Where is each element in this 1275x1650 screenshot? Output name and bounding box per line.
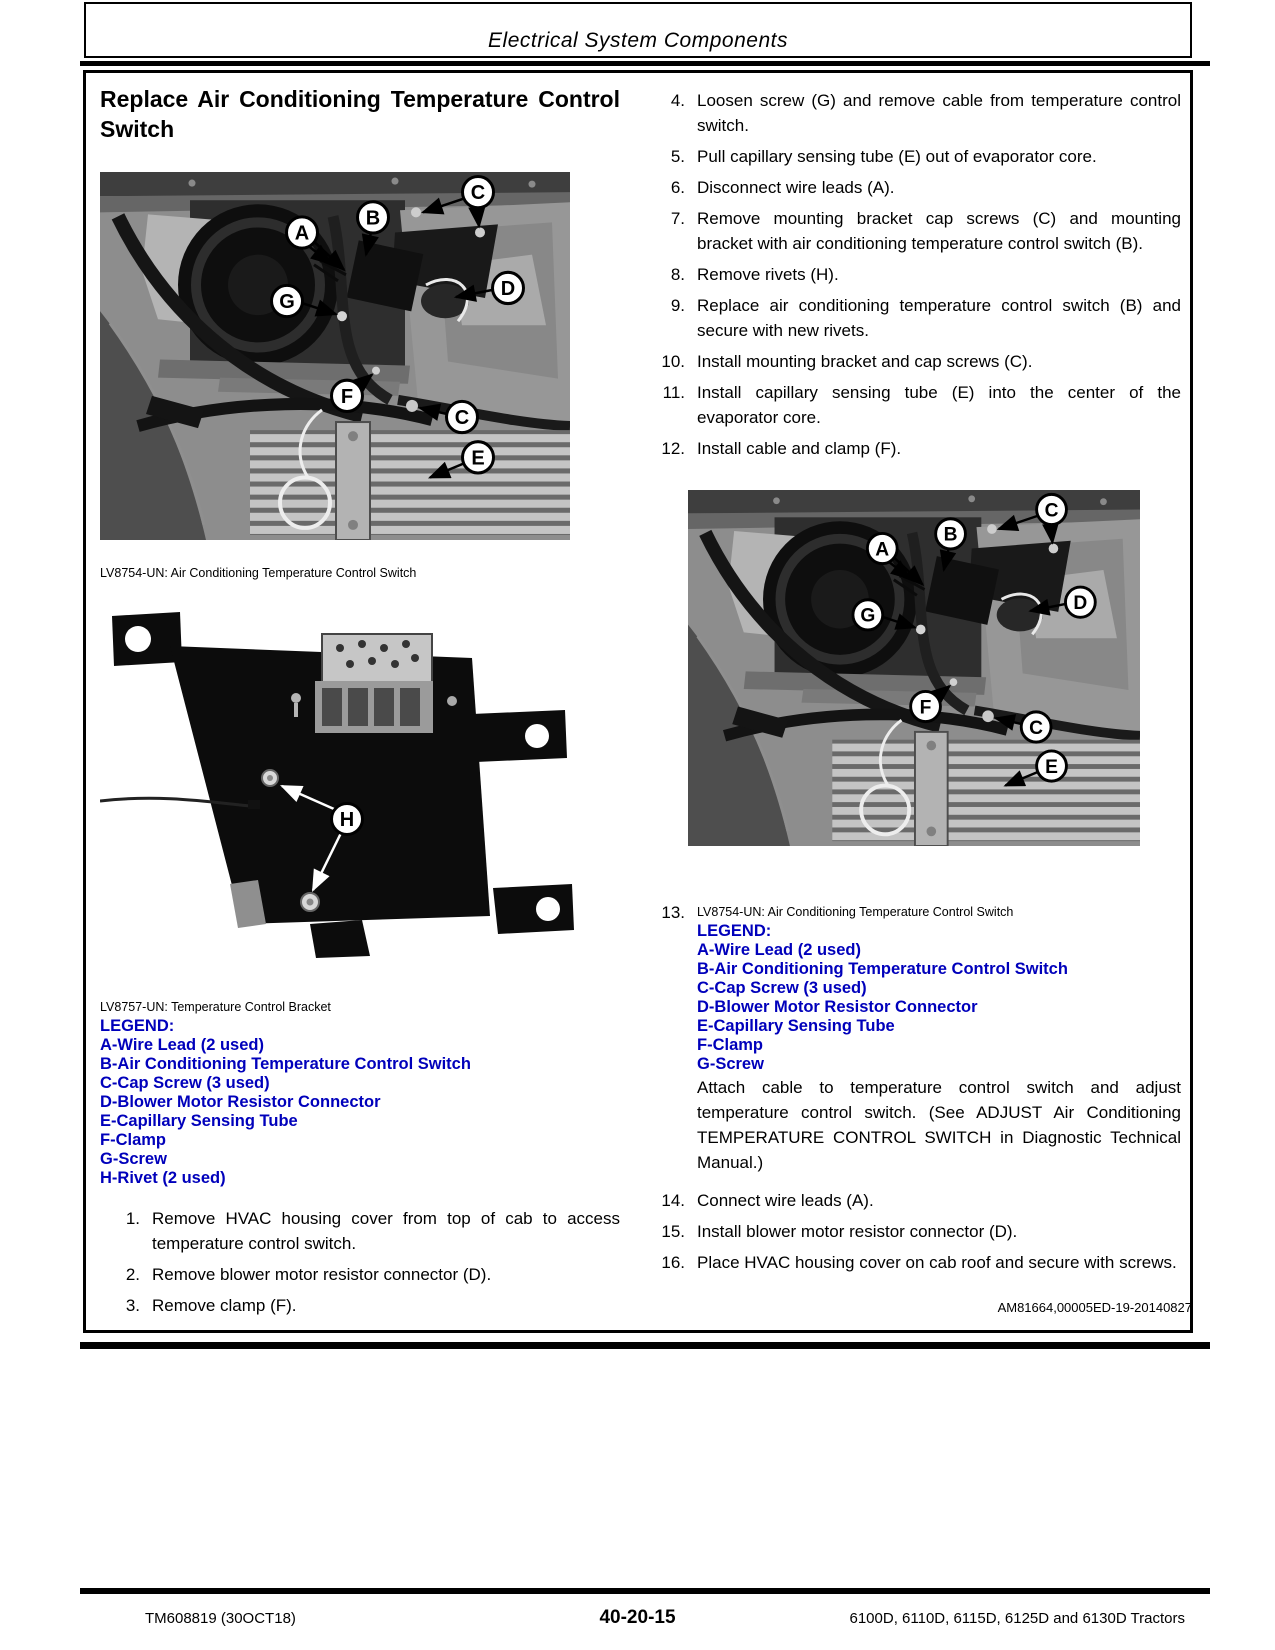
callout-letter: G xyxy=(279,291,295,314)
callout-letter: C xyxy=(1029,716,1044,739)
step-item xyxy=(645,349,1181,374)
figure1-caption: LV8754-UN: Air Conditioning Temperature Control Switch xyxy=(100,566,417,580)
step-number: 16. xyxy=(661,1253,685,1272)
step-text: Loosen screw (G) and remove cable from temperature control switch. xyxy=(697,91,1181,135)
callout-letter: E xyxy=(1045,755,1058,778)
step-text: Replace air conditioning temperature control switch (B) and secure with new rivets. xyxy=(697,296,1181,340)
legend-item: B-Air Conditioning Temperature Control Switch xyxy=(100,1055,471,1073)
legend-item: D-Blower Motor Resistor Connector xyxy=(100,1093,381,1111)
figure2-caption: LV8757-UN: Temperature Control Bracket xyxy=(100,1000,331,1014)
legend-item: C-Cap Screw (3 used) xyxy=(697,979,867,997)
step-item xyxy=(645,436,1181,461)
running-header xyxy=(84,2,1192,58)
legend-heading: LEGEND: xyxy=(100,1017,175,1035)
legend-item: E-Capillary Sensing Tube xyxy=(697,1017,895,1035)
step-number: 14. xyxy=(661,1191,685,1210)
callout-letter: B xyxy=(365,207,381,230)
step-item xyxy=(100,1293,620,1318)
step-number: 3. xyxy=(125,1296,140,1315)
callout-letter: D xyxy=(500,277,516,301)
step-number: 10. xyxy=(661,352,685,371)
callout-letter: C xyxy=(454,406,470,430)
footer-manual-number: TM608819 (30OCT18) xyxy=(145,1610,296,1627)
footer-models: 6100D, 6110D, 6115D, 6125D and 6130D Tractors xyxy=(849,1610,1185,1627)
legend-right xyxy=(697,922,1181,1074)
callout-letter: C xyxy=(1044,499,1059,522)
page-title: Replace Air Conditioning Temperature Control Switch xyxy=(100,86,620,142)
callout-letter: B xyxy=(943,523,958,546)
step-number: 1. xyxy=(125,1209,140,1228)
legend-item: G-Screw xyxy=(100,1150,167,1168)
step-text: Install blower motor resistor connector (D). xyxy=(697,1222,1018,1241)
steps-1-3 xyxy=(100,1206,620,1324)
step-number: 5. xyxy=(670,147,685,166)
figure-bracket-photo xyxy=(100,606,575,958)
steps-4-12 xyxy=(645,88,1181,467)
step-text: Place HVAC housing cover on cab roof and secure with screws. xyxy=(697,1253,1177,1272)
step-text: Pull capillary sensing tube (E) out of evaporator core. xyxy=(697,147,1097,166)
step-item xyxy=(645,144,1181,169)
step-text: Remove clamp (F). xyxy=(152,1296,297,1315)
step-number: 12. xyxy=(661,439,685,458)
callout-letter: F xyxy=(919,696,932,719)
running-header-title: Electrical System Components xyxy=(488,29,788,52)
legend-item: D-Blower Motor Resistor Connector xyxy=(697,998,978,1016)
callout-letter: H xyxy=(339,809,355,831)
legend-item: A-Wire Lead (2 used) xyxy=(100,1036,264,1054)
step-item xyxy=(645,1219,1181,1244)
step-text: Remove HVAC housing cover from top of cab to access temperature control switch. xyxy=(152,1209,620,1253)
callout-letter: A xyxy=(875,538,890,561)
legend-item: G-Screw xyxy=(697,1055,764,1073)
step-number: 2. xyxy=(125,1265,140,1284)
step-item xyxy=(645,1188,1181,1213)
callout-letter: C xyxy=(470,182,486,205)
step-number: 4. xyxy=(670,91,685,110)
callout-letter: E xyxy=(471,447,485,470)
callout-letter: G xyxy=(860,604,876,627)
step-text: Install cable and clamp (F). xyxy=(697,439,902,458)
legend-left xyxy=(100,1017,620,1188)
step-number: 13. xyxy=(661,903,685,922)
legend-item: H-Rivet (2 used) xyxy=(100,1169,226,1187)
step-item xyxy=(645,262,1181,287)
legend-item: F-Clamp xyxy=(100,1131,166,1149)
footer-divider xyxy=(80,1588,1210,1594)
step-item xyxy=(645,175,1181,200)
step-text: Connect wire leads (A). xyxy=(697,1191,874,1210)
step-text: Remove rivets (H). xyxy=(697,265,839,284)
step-item xyxy=(645,88,1181,138)
steps-14-16 xyxy=(645,1188,1181,1281)
step-text: Remove mounting bracket cap screws (C) and mounting bracket with air conditioning temperature control switch (B). xyxy=(697,209,1181,253)
step-number: 9. xyxy=(670,296,685,315)
figure-hvac-photo-2 xyxy=(688,490,1140,846)
step-number: 8. xyxy=(670,265,685,284)
step-item xyxy=(645,293,1181,343)
callout-letter: A xyxy=(294,222,310,245)
document-id: AM81664,00005ED-19-20140827 xyxy=(997,1300,1192,1315)
legend-heading: LEGEND: xyxy=(697,922,772,940)
callout-letter: D xyxy=(1073,591,1088,615)
step-text: Install mounting bracket and cap screws (C). xyxy=(697,352,1033,371)
step-item xyxy=(645,1250,1181,1275)
legend-item: E-Capillary Sensing Tube xyxy=(100,1112,298,1130)
step-item xyxy=(645,206,1181,256)
bottom-divider xyxy=(80,1342,1210,1349)
step-text: Install capillary sensing tube (E) into the center of the evaporator core. xyxy=(697,383,1181,427)
step-number: 11. xyxy=(662,383,685,402)
legend-item: B-Air Conditioning Temperature Control Switch xyxy=(697,960,1068,978)
footer-page-number: 40-20-15 xyxy=(599,1607,676,1628)
legend-item: C-Cap Screw (3 used) xyxy=(100,1074,270,1092)
step-text: Remove blower motor resistor connector (D). xyxy=(152,1265,492,1284)
legend-item: A-Wire Lead (2 used) xyxy=(697,941,861,959)
step-number: 7. xyxy=(670,209,685,228)
step-text: Disconnect wire leads (A). xyxy=(697,178,895,197)
step-item xyxy=(645,380,1181,430)
step-13 xyxy=(645,903,1181,1175)
step-number: 6. xyxy=(670,178,685,197)
figure2-callouts xyxy=(332,804,363,835)
figure-hvac-photo-1 xyxy=(100,172,570,540)
figure3-caption: LV8754-UN: Air Conditioning Temperature Control Switch xyxy=(697,905,1014,919)
callout-letter: F xyxy=(340,385,354,408)
step-text: Attach cable to temperature control switch and adjust temperature control switch. (See ADJUST Air Conditioning TEMPERATURE CONTROL SWITCH in Diagnostic Technical Manual.) xyxy=(697,1078,1181,1172)
top-divider xyxy=(80,61,1210,66)
step-number: 15. xyxy=(661,1222,685,1241)
step-item xyxy=(100,1262,620,1287)
step-item xyxy=(100,1206,620,1256)
legend-item: F-Clamp xyxy=(697,1036,763,1054)
